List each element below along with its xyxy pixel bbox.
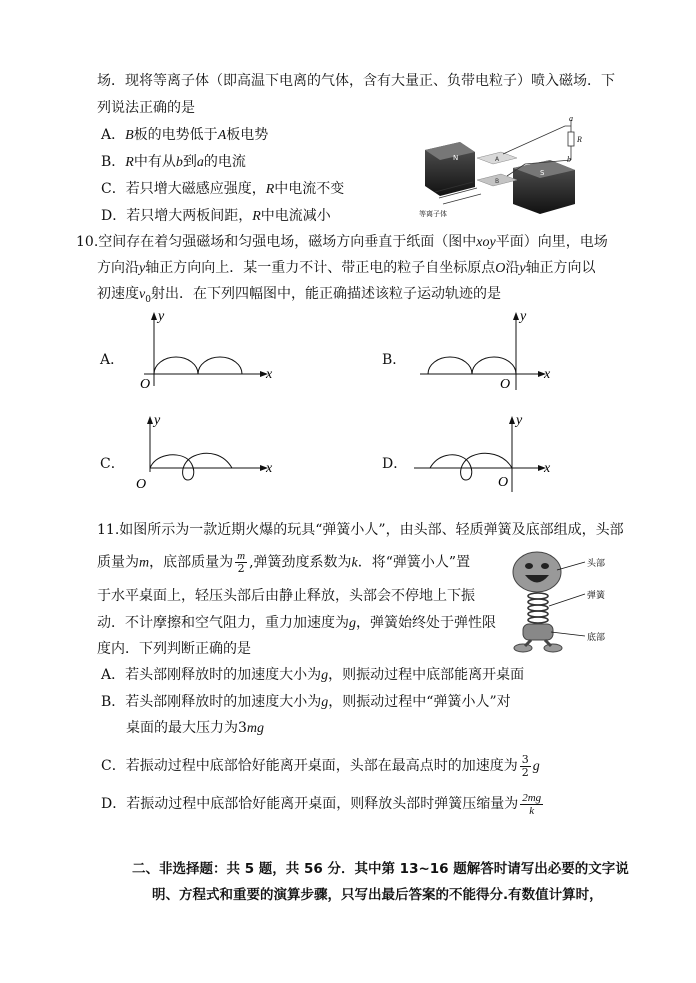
- magnet-s-label: S: [540, 169, 545, 177]
- x-axis-label: x: [544, 367, 551, 382]
- q11-option-a: A．若头部刚释放时的加速度大小为g，则振动过程中底部能离开桌面: [101, 667, 525, 683]
- q10-line-1: 10.空间存在着匀强磁场和匀强电场，磁场方向垂直于纸面（图中xoy平面）向里，电场: [76, 234, 608, 250]
- q10-line-2: 方向沿y轴正方向向上．某一重力不计、带正电的粒子自坐标原点O沿y轴正方向以: [97, 260, 596, 276]
- q9-option-d: D．若只增大两板间距，R中电流减小: [101, 208, 331, 224]
- q10-option-d: D．: [382, 456, 408, 472]
- fraction-m-over-2: $\frac{m}{2}$: [237, 550, 246, 575]
- point-b-label: b: [567, 155, 571, 164]
- resistor: [568, 132, 574, 146]
- graph-c: [136, 413, 286, 496]
- trajectory-a: [154, 357, 242, 374]
- resistor-label: R: [577, 135, 582, 144]
- label-spring: 弹簧: [587, 591, 606, 601]
- section-2-line-2: 明、方程式和重要的演算步骤，只写出最后答案的不能得分.有数值计算时，: [152, 887, 603, 903]
- q11-line-5: 度内．下列判断正确的是: [97, 641, 251, 657]
- toy-base: [523, 624, 553, 640]
- plate-a-label: A: [495, 156, 500, 163]
- y-axis-label: y: [520, 309, 527, 324]
- toy-spring: [528, 593, 548, 623]
- q11-line-2: 质量为m，底部质量为 $\frac{m}{2}$ ,弹簧劲度系数为k．将“弹簧小人”置: [97, 550, 471, 575]
- label-head: 头部: [587, 559, 606, 569]
- q9-option-a: A．B板的电势低于A板电势: [101, 127, 269, 143]
- fraction-3-over-2: $\frac{3}{2}$: [521, 752, 529, 779]
- origin-label: O: [500, 377, 511, 392]
- label-base: 底部: [587, 633, 606, 643]
- q9-option-c: C．若只增大磁感应强度，R中电流不变: [101, 181, 345, 197]
- plasma-label: 等离子体: [419, 210, 447, 218]
- x-axis-label: x: [544, 461, 551, 476]
- section-2-heading: 二、非选择题：共 5 题，共 56 分．其中第 13~16 题解答时请写出必要的文字说: [132, 861, 629, 877]
- q11-line-1: 11.如图所示为一款近期火爆的玩具“弹簧小人”，由头部、轻质弹簧及底部组成，头部: [97, 522, 624, 538]
- x-axis-label: x: [266, 461, 273, 476]
- q11-option-d: D．若振动过程中底部恰好能离开桌面，则释放头部时弹簧压缩量为 $\frac{2mg}{k}$: [101, 791, 542, 817]
- spring-toy-figure: [505, 550, 615, 660]
- x-axis-label: x: [266, 367, 273, 382]
- graph-b: [414, 309, 564, 392]
- magnet-n-label: N: [453, 154, 459, 162]
- graph-d: [414, 413, 564, 496]
- graph-a: [136, 309, 286, 392]
- origin-label: O: [498, 475, 509, 490]
- q10-option-b: B．: [382, 352, 407, 368]
- y-axis-label: y: [154, 413, 161, 428]
- q11-line-3: 于水平桌面上，轻压头部后由静止释放，头部会不停地上下振: [97, 588, 475, 604]
- y-axis-label: y: [516, 413, 523, 428]
- q9-option-b: B．R中有从b到a的电流: [101, 154, 246, 170]
- y-axis-label: y: [158, 309, 165, 324]
- intro-line-1: 场．现将等离子体（即高温下电离的气体，含有大量正、负带电粒子）喷入磁场．下: [97, 73, 615, 89]
- intro-line-2: 列说法正确的是: [97, 100, 195, 116]
- fraction-2mg-over-k: $\frac{2mg}{k}$: [522, 791, 542, 817]
- plate-b-label: B: [495, 178, 500, 185]
- q10-option-c: C．: [100, 456, 125, 472]
- q9-figure: [415, 112, 605, 222]
- origin-label: O: [136, 477, 147, 492]
- q10-line-3: 初速度$v_0$射出．在下列四幅图中，能正确描述该粒子运动轨迹的是: [97, 286, 501, 305]
- trajectory-b: [428, 357, 516, 374]
- q11-line-4: 动．不计摩擦和空气阻力，重力加速度为g，弹簧始终处于弹性限: [97, 615, 496, 631]
- origin-label: O: [140, 377, 151, 392]
- q11-option-b: B．若头部刚释放时的加速度大小为g，则振动过程中“弹簧小人”对: [101, 694, 511, 710]
- q10-option-a: A．: [100, 352, 125, 368]
- toy-head: [513, 552, 561, 592]
- q11-option-c: C．若振动过程中底部恰好能离开桌面，头部在最高点时的加速度为 $\frac{3}{2}$ g: [101, 752, 540, 779]
- q11-option-b-line-2: 桌面的最大压力为3mg: [126, 720, 265, 736]
- trajectory-c: [150, 453, 232, 480]
- point-a-label: a: [569, 114, 573, 123]
